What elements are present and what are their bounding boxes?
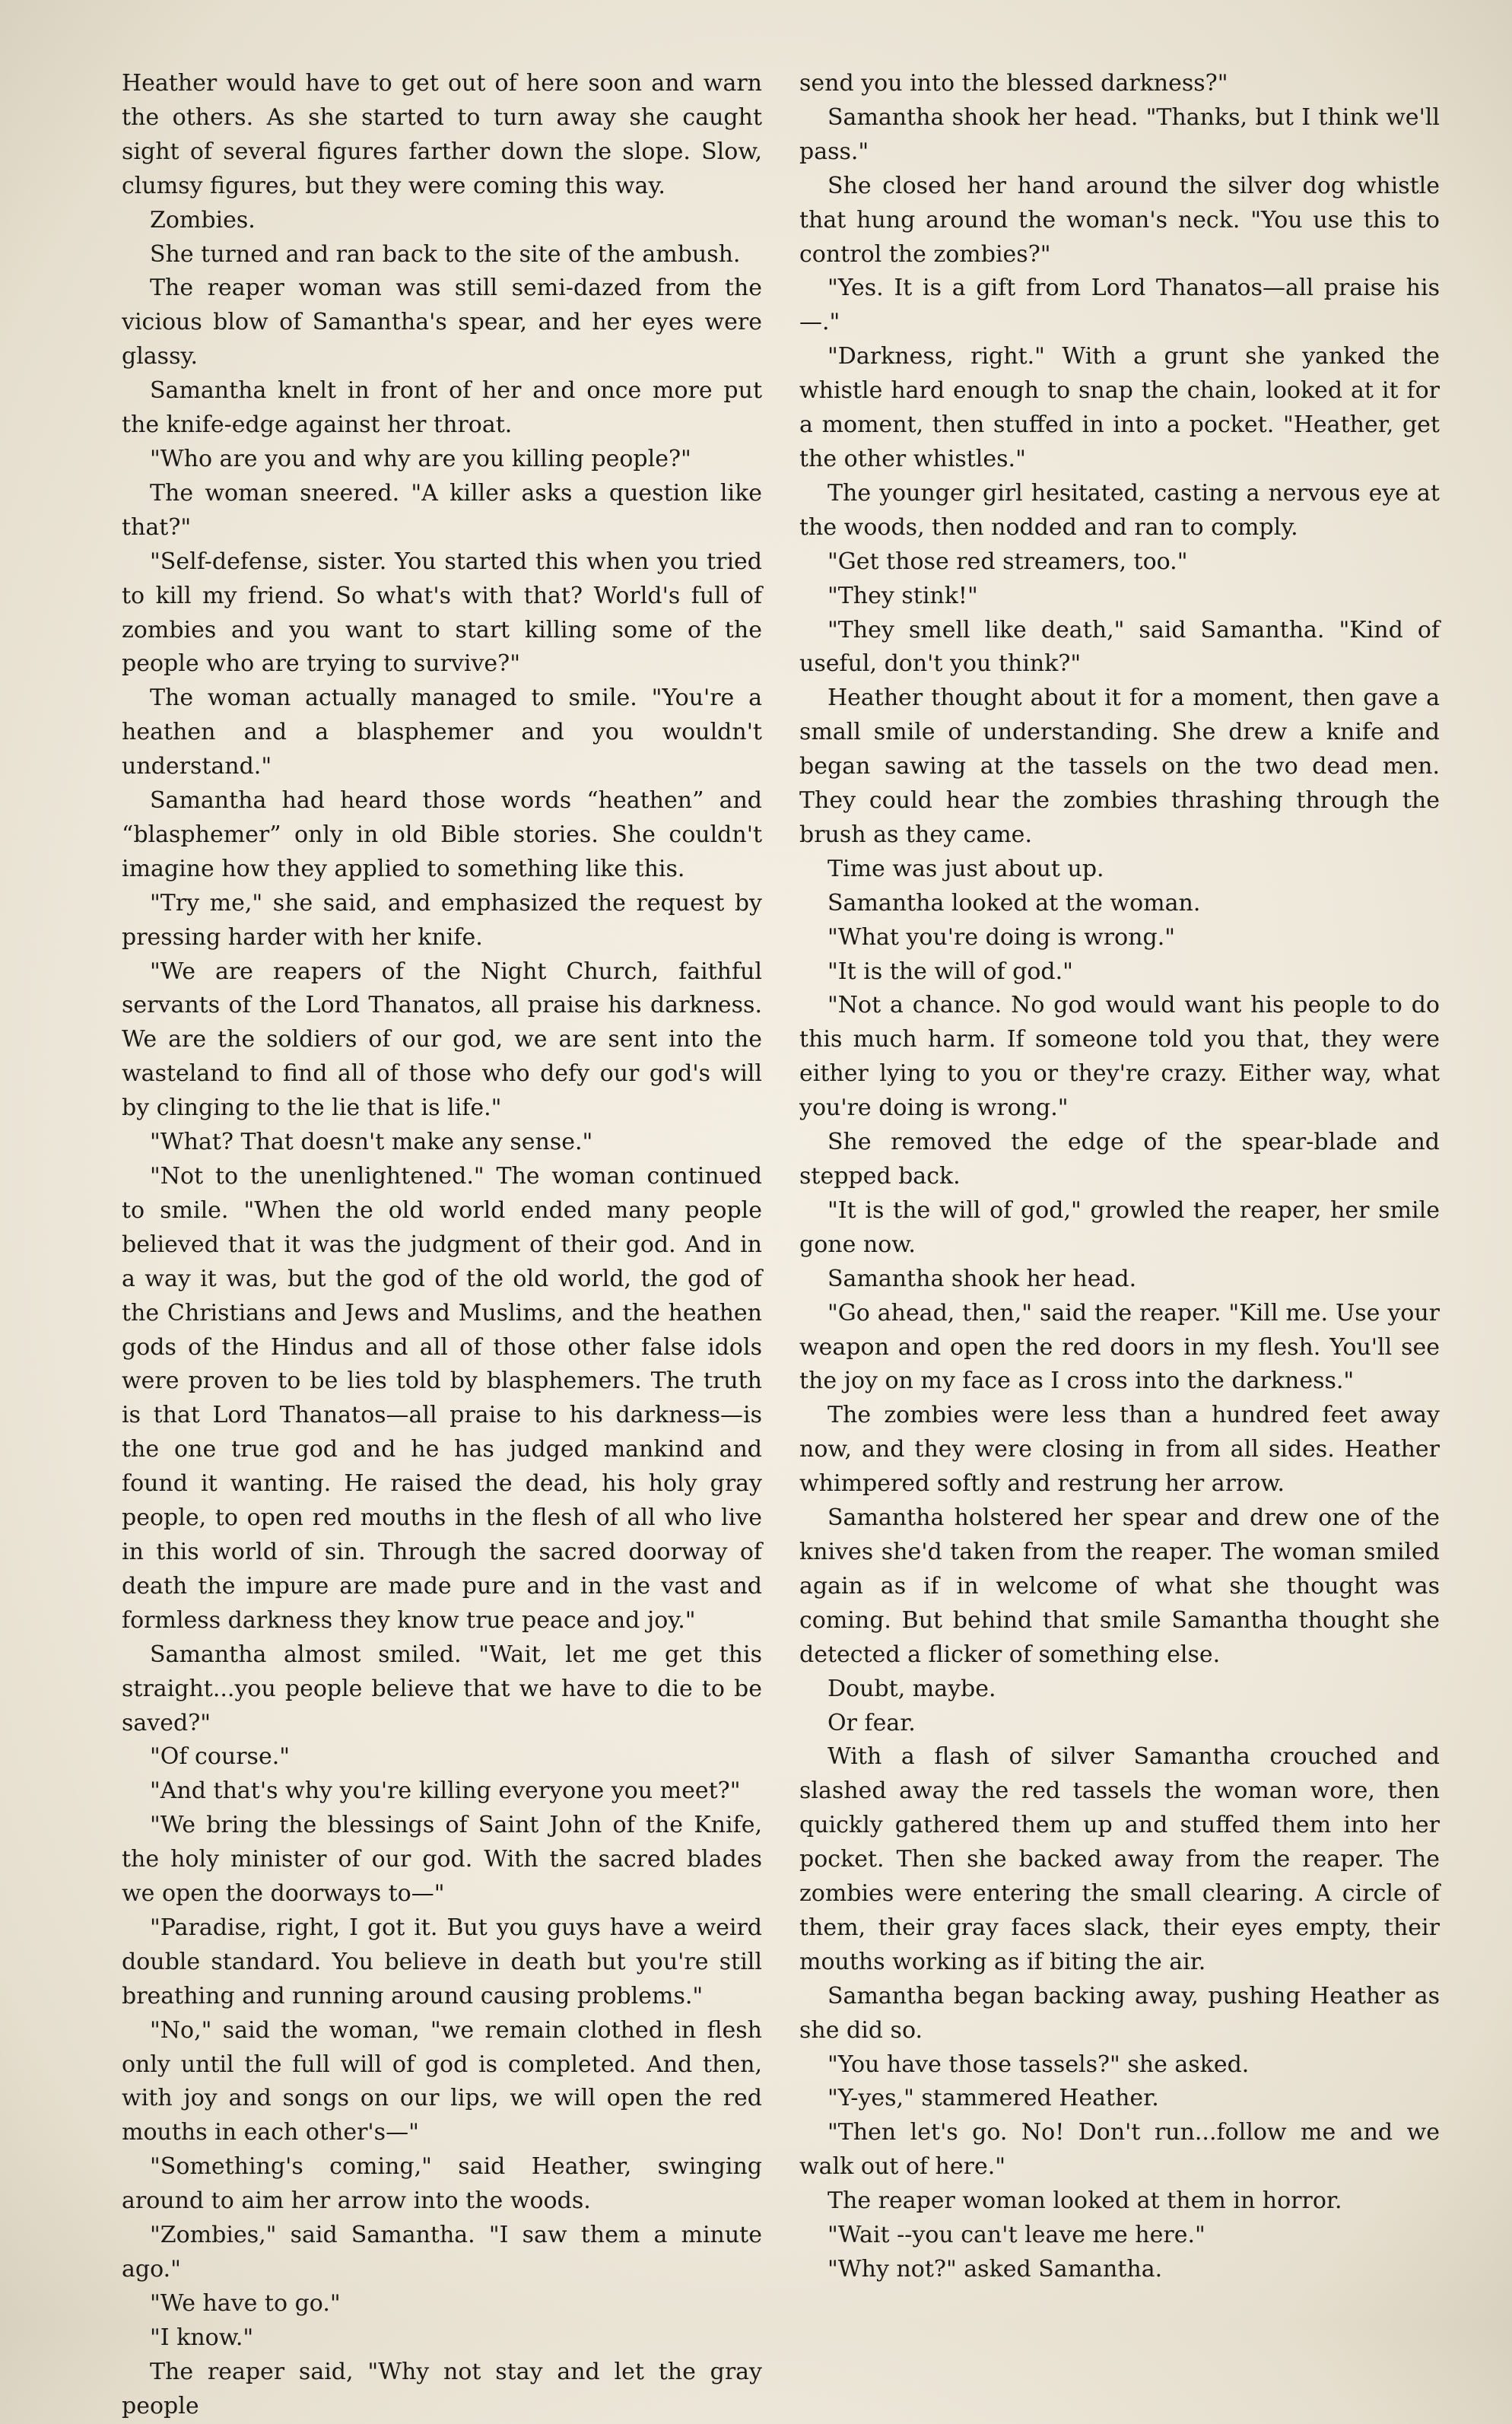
paragraph: Samantha shook her head. xyxy=(827,1265,1137,1292)
paragraph: Doubt, maybe. xyxy=(827,1675,996,1702)
paragraph: "Wait --you can't leave me here." xyxy=(827,2222,1205,2249)
paragraph: "I know." xyxy=(150,2324,254,2351)
right-column xyxy=(799,67,1440,2287)
paragraph: "Y-yes," stammered Heather. xyxy=(827,2085,1159,2112)
paragraph: "Not to the unenlightened." The woman continued to smile. "When the old world ended many people believed that it was the judgment of their god. And in a way it was, but the god of the old world, the god of the Christians and Jews and Muslims, and the heathen gods of the Hindus and all of those other false idols were proven to be lies told by blasphemers. The truth is that Lord Thanatos—all praise to his darkness—is the one true god and he has judged mankind and found it wanting. He raised the dead, his holy gray people, to open red mouths in the flesh of all who live in this world of sin. Through the sacred doorway of death the impure are made pure and in the vast and formless darkness they know true peace and joy." xyxy=(122,1163,762,1634)
paragraph: "You have those tassels?" she asked. xyxy=(827,2051,1250,2078)
paragraph: "Get those red streamers, too." xyxy=(827,548,1188,575)
paragraph: "We have to go." xyxy=(150,2289,341,2317)
paragraph: "Then let's go. No! Don't run...follow me and we walk out of here." xyxy=(799,2119,1440,2181)
paragraph: "It is the will of god." xyxy=(827,958,1073,985)
paragraph: "Paradise, right, I got it. But you guys have a weird double standard. You believe in death but you're still breathing and running around causing problems." xyxy=(122,1914,762,2009)
paragraph: "Zombies," said Samantha. "I saw them a minute ago." xyxy=(122,2222,762,2283)
paragraph: Or fear. xyxy=(827,1709,916,1736)
paragraph: She closed her hand around the silver dog whistle that hung around the woman's neck. "You use this to control the zombies?" xyxy=(799,172,1440,268)
paragraph: "We are reapers of the Night Church, faithful servants of the Lord Thanatos, all praise his darkness. We are the soldiers of our god, we are sent into the wasteland to find all of those who defy our god's will by clinging to the lie that is life." xyxy=(122,958,762,1122)
paragraph: "Not a chance. No god would want his people to do this much harm. If someone told you that, they were either lying to you or they're crazy. Either way, what you're doing is wrong." xyxy=(799,992,1440,1122)
paragraph: Time was just about up. xyxy=(827,855,1104,882)
paragraph: The reaper woman looked at them in horror. xyxy=(827,2187,1342,2215)
paragraph: "What? That doesn't make any sense." xyxy=(150,1129,593,1156)
paragraph: "We bring the blessings of Saint John of the Knife, the holy minister of our god. With the sacred blades we open the doorways to—" xyxy=(122,1812,762,1908)
paragraph: The woman actually managed to smile. "You're a heathen and a blasphemer and you wouldn't understand." xyxy=(122,685,762,780)
paragraph: "Of course." xyxy=(150,1743,291,1771)
paragraph: "It is the will of god," growled the reaper, her smile gone now. xyxy=(799,1196,1440,1258)
paragraph: "No," said the woman, "we remain clothed in flesh only until the full will of god is completed. And then, with joy and songs on our lips, we will open the red mouths in each other's—" xyxy=(122,2016,762,2146)
left-column xyxy=(122,67,762,2424)
paragraph: Samantha had heard those words “heathen” and “blasphemer” only in old Bible stories. She couldn't imagine how they applied to something like this. xyxy=(122,787,762,882)
paragraph: She turned and ran back to the site of the ambush. xyxy=(150,240,741,268)
paragraph: The reaper said, "Why not stay and let the gray people xyxy=(122,2358,762,2419)
paragraph: Samantha knelt in front of her and once more put the knife-edge against her throat. xyxy=(122,377,762,439)
paragraph: "And that's why you're killing everyone you meet?" xyxy=(150,1777,741,1805)
paragraph: The younger girl hesitated, casting a nervous eye at the woods, then nodded and ran to comply. xyxy=(799,479,1440,541)
paragraph: Zombies. xyxy=(150,206,256,234)
paragraph: Samantha looked at the woman. xyxy=(827,889,1201,917)
paragraph: Heather thought about it for a moment, then gave a small smile of understanding. She drew a knife and began sawing at the tassels on the two dead men. They could hear the zombies thrashing through the brush as they came. xyxy=(799,685,1440,848)
paragraph: The zombies were less than a hundred feet away now, and they were closing in from all sides. Heather whimpered softly and restrung her arrow. xyxy=(799,1402,1440,1498)
paragraph: Samantha holstered her spear and drew one of the knives she'd taken from the reaper. The woman smiled again as if in welcome of what she thought was coming. But behind that smile Samantha thought she detected a flicker of something else. xyxy=(799,1504,1440,1668)
paragraph: "Darkness, right." With a grunt she yanked the whistle hard enough to snap the chain, looked at it for a moment, then stuffed in into a pocket. "Heather, get the other whistles." xyxy=(799,343,1440,472)
paragraph: "Go ahead, then," said the reaper. "Kill me. Use your weapon and open the red doors in my flesh. You'll see the joy on my face as I cross into the darkness." xyxy=(799,1299,1440,1395)
paragraph: "They stink!" xyxy=(827,582,978,609)
paragraph: "Self-defense, sister. You started this when you tried to kill my friend. So what's with that? World's full of zombies and you want to start killing some of the people who are trying to survive?" xyxy=(122,548,762,678)
paragraph: With a flash of silver Samantha crouched and slashed away the red tassels the woman wore, then quickly gathered them up and stuffed them into her pocket. Then she backed away from the reaper. The zombies were entering the small clearing. A circle of them, their gray faces slack, their eyes empty, their mouths working as if biting the air. xyxy=(799,1743,1440,1975)
paragraph: send you into the blessed darkness?" xyxy=(799,70,1228,97)
paragraph: The reaper woman was still semi-dazed from the vicious blow of Samantha's spear, and her eyes were glassy. xyxy=(122,275,762,370)
paragraph: "Try me," she said, and emphasized the request by pressing harder with her knife. xyxy=(122,889,762,951)
paragraph: "They smell like death," said Samantha. "Kind of useful, don't you think?" xyxy=(799,616,1440,678)
paragraph: Samantha shook her head. "Thanks, but I think we'll pass." xyxy=(799,103,1440,165)
paragraph: "Something's coming," said Heather, swinging around to aim her arrow into the woods. xyxy=(122,2153,762,2215)
paragraph: The woman sneered. "A killer asks a question like that?" xyxy=(122,479,762,541)
paragraph: Heather would have to get out of here soon and warn the others. As she started to turn away she caught sight of several figures farther down the slope. Slow, clumsy figures, but they were coming this way. xyxy=(122,70,762,199)
paragraph: "What you're doing is wrong." xyxy=(827,923,1176,951)
paragraph: She removed the edge of the spear-blade and stepped back. xyxy=(799,1129,1440,1190)
paragraph: "Who are you and why are you killing people?" xyxy=(150,445,691,472)
paragraph: Samantha began backing away, pushing Heather as she did so. xyxy=(799,1982,1440,2044)
paragraph: "Why not?" asked Samantha. xyxy=(827,2256,1163,2283)
paragraph: "Yes. It is a gift from Lord Thanatos—all praise his—." xyxy=(799,275,1440,336)
paragraph: Samantha almost smiled. "Wait, let me get this straight...you people believe that we have to die to be saved?" xyxy=(122,1641,762,1736)
